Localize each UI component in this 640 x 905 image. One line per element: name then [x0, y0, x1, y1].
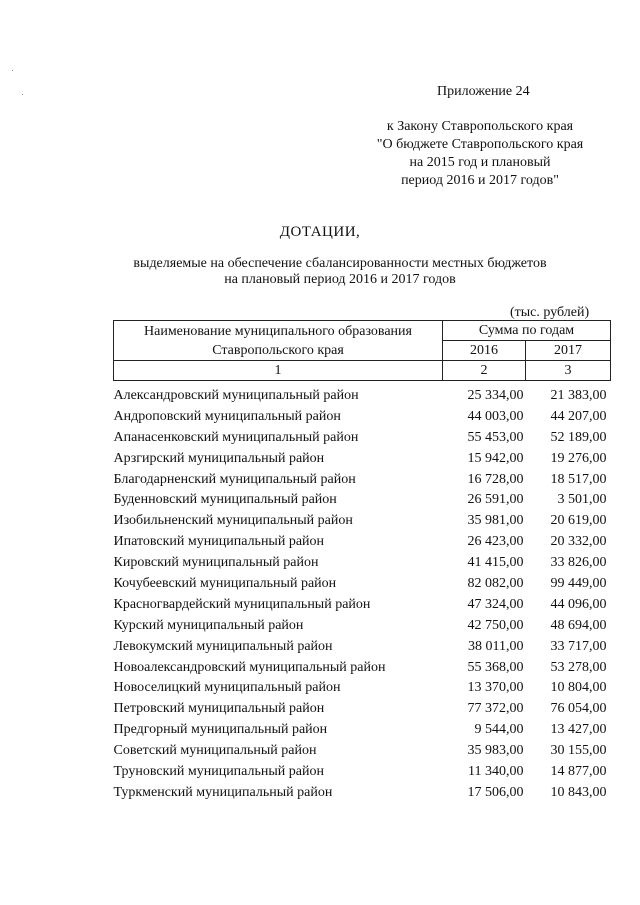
scan-speck	[22, 94, 23, 95]
amount-2016: 82 082,00	[467, 575, 524, 591]
amount-2017: 33 717,00	[550, 638, 607, 654]
column-header-sum: Сумма по годам	[443, 321, 611, 341]
amount-2016: 41 415,00	[467, 555, 524, 571]
district-name: Новоселицкий муниципальный район	[113, 680, 341, 696]
amount-2016: 11 340,00	[468, 763, 524, 779]
district-name: Курский муниципальный район	[113, 617, 304, 633]
column-number-1: 1	[114, 361, 443, 381]
amount-2016: 77 372,00	[467, 701, 524, 717]
law-line: период 2016 и 2017 годов"	[401, 173, 559, 188]
appendix-label: Приложение 24	[437, 84, 530, 99]
amount-2017: 18 517,00	[550, 471, 607, 487]
amount-2016: 35 983,00	[467, 743, 524, 759]
amount-2017: 33 826,00	[550, 555, 607, 571]
amount-2017: 10 843,00	[550, 784, 607, 800]
table-row	[114, 677, 611, 698]
district-name: Ипатовский муниципальный район	[113, 534, 325, 550]
district-name: Красногвардейский муниципальный район	[113, 596, 371, 612]
district-name: Левокумский муниципальный район	[113, 638, 333, 654]
subtitle-line: выделяемые на обеспечение сбалансированности местных бюджетов	[133, 256, 547, 271]
subsidies-table	[113, 320, 611, 803]
table-row	[114, 761, 611, 782]
table-row	[114, 698, 611, 719]
district-name: Предгорный муниципальный район	[113, 722, 328, 738]
amount-2016: 9 544,00	[474, 722, 524, 738]
amount-2017: 44 207,00	[550, 408, 607, 424]
district-name: Благодарненский муниципальный район	[113, 471, 356, 487]
amount-2017: 20 332,00	[550, 534, 607, 550]
table-row	[114, 427, 611, 448]
table-row	[114, 594, 611, 615]
column-header-2017: 2017	[526, 341, 611, 361]
law-line: "О бюджете Ставропольского края	[376, 137, 584, 152]
table-row	[114, 636, 611, 657]
district-name: Труновский муниципальный район	[113, 763, 324, 779]
amount-2016: 55 368,00	[467, 659, 524, 675]
district-name: Изобильненский муниципальный район	[113, 513, 353, 529]
table-row	[114, 406, 611, 427]
law-line: к Закону Ставропольского края	[386, 119, 574, 134]
table-row	[114, 448, 611, 469]
amount-2017: 53 278,00	[550, 659, 607, 675]
amount-2016: 55 453,00	[467, 429, 524, 445]
district-name: Александровский муниципальный район	[113, 387, 359, 403]
amount-2017: 19 276,00	[550, 450, 607, 466]
amount-2016: 13 370,00	[467, 680, 524, 696]
amount-2016: 16 728,00	[467, 471, 524, 487]
document-title: ДОТАЦИИ,	[279, 224, 361, 240]
amount-2016: 26 591,00	[467, 492, 524, 508]
column-header-name: Наименование муниципального образования Ставропольского края	[114, 321, 443, 361]
district-name: Петровский муниципальный район	[113, 701, 325, 717]
amount-2017: 44 096,00	[550, 596, 607, 612]
amount-2016: 38 011,00	[468, 638, 524, 654]
district-name: Новоалександровский муниципальный район	[113, 659, 386, 675]
table-row	[114, 782, 611, 803]
amount-2017: 48 694,00	[550, 617, 607, 633]
table-row	[114, 615, 611, 636]
amount-2017: 13 427,00	[550, 722, 607, 738]
amount-2016: 44 003,00	[467, 408, 524, 424]
district-name: Советский муниципальный район	[113, 743, 317, 759]
subtitle-line: на плановый период 2016 и 2017 годов	[224, 272, 456, 287]
unit-label: (тыс. рублей)	[510, 305, 590, 320]
column-number-3: 3	[526, 361, 611, 381]
amount-2017: 30 155,00	[550, 743, 607, 759]
district-name: Арзгирский муниципальный район	[113, 450, 325, 466]
column-header-2016: 2016	[443, 341, 526, 361]
amount-2017: 99 449,00	[550, 575, 607, 591]
amount-2017: 3 501,00	[557, 492, 607, 508]
table-row	[114, 469, 611, 490]
district-name: Андроповский муниципальный район	[113, 408, 341, 424]
amount-2017: 76 054,00	[550, 701, 607, 717]
district-name: Кировский муниципальный район	[113, 555, 319, 571]
table-row	[114, 552, 611, 573]
amount-2016: 35 981,00	[467, 513, 524, 529]
law-line: на 2015 год и плановый	[409, 155, 551, 170]
amount-2016: 25 334,00	[467, 387, 524, 403]
document-subtitle	[100, 256, 580, 288]
table-row	[114, 657, 611, 678]
table-row	[114, 573, 611, 594]
table-row	[114, 385, 611, 406]
amount-2016: 42 750,00	[467, 617, 524, 633]
amount-2016: 17 506,00	[467, 784, 524, 800]
table-row	[114, 510, 611, 531]
column-number-2: 2	[443, 361, 526, 381]
amount-2017: 20 619,00	[550, 513, 607, 529]
table-row	[114, 531, 611, 552]
district-name: Туркменский муниципальный район	[113, 784, 333, 800]
table-row	[114, 719, 611, 740]
amount-2016: 15 942,00	[467, 450, 524, 466]
law-reference	[360, 118, 600, 190]
amount-2017: 10 804,00	[550, 680, 607, 696]
amount-2017: 14 877,00	[550, 763, 607, 779]
amount-2016: 26 423,00	[467, 534, 524, 550]
district-name: Кочубеевский муниципальный район	[113, 575, 337, 591]
scan-speck	[12, 70, 13, 71]
amount-2017: 21 383,00	[550, 387, 607, 403]
district-name: Апанасенковский муниципальный район	[113, 429, 359, 445]
district-name: Буденновский муниципальный район	[113, 492, 337, 508]
table-row	[114, 740, 611, 761]
amount-2016: 47 324,00	[467, 596, 524, 612]
table-row	[114, 489, 611, 510]
amount-2017: 52 189,00	[550, 429, 607, 445]
